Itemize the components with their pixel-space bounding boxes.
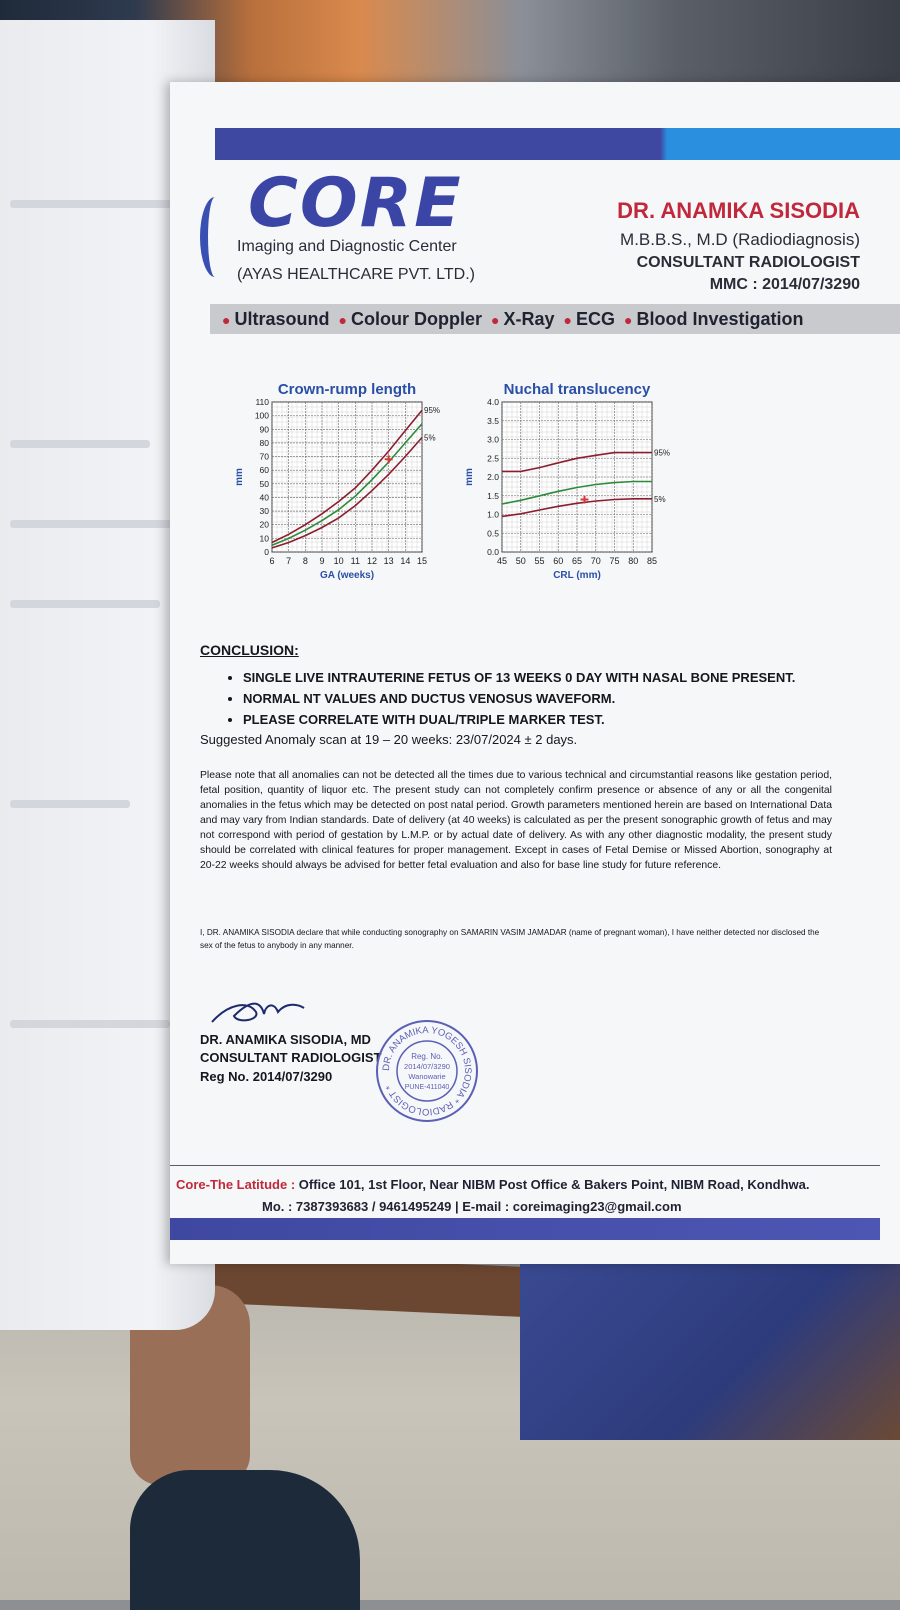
conclusion-point: • NORMAL NT VALUES AND DUCTUS VENOSUS WAVEFORM. [243, 691, 795, 706]
x-tick-label: 9 [319, 556, 325, 566]
doctor-qualification: M.B.B.S., M.D (Radiodiagnosis) [620, 230, 860, 249]
x-tick-label: 70 [590, 556, 601, 566]
doctor-name: DR. ANAMIKA SISODIA [617, 198, 860, 223]
x-tick-label: 45 [496, 556, 508, 566]
service-item: ECG [575, 309, 615, 329]
disclaimer-text: Please note that all anomalies can not be detected all the times due to various technical and circumstantial reasons like gestation period, fetal position, quantity of liquor etc. The present study can not completely confirm presence or absence of any or all the congenital anomalies in the fetus which may be detected on post natal period. Growth parameters mentioned herein are based on International Data and may vary from Indian standards. Date of delivery (at 40 weeks) is calculated as per the present sonographic growth of fetus and may not correspond with period of gestation by L.M.P. or by actual date of delivery. As with any other diagnostic modality, the present study should be correlated with clinical features for proper management. Except in cases of Fetal Demise or Missed Abortion, sonography at 20-22 weeks should always be advised for better fetal evaluation and also for base line study for future reference. [200, 770, 832, 871]
x-tick-label: 10 [333, 556, 344, 566]
svg-text:2014/07/3290: 2014/07/3290 [404, 1062, 450, 1071]
handwritten-signature [208, 994, 308, 1030]
y-tick-label: 60 [259, 465, 269, 476]
series-label: 5% [424, 433, 436, 443]
declaration-text: I, DR. ANAMIKA SISODIA declare that while conducting sonography on SAMARIN VASIM JAMADAR (name of pregnant woman), I have neither detected nor disclosed the sex of the fetus to anybody in any manner. [200, 928, 820, 950]
company-name: (AYAS HEALTHCARE PVT. LTD.) [237, 266, 475, 283]
y-axis-label: mm [234, 468, 245, 486]
y-tick-label: 80 [259, 437, 269, 448]
y-tick-label: 1.5 [487, 490, 499, 501]
y-tick-label: 30 [259, 506, 269, 517]
y-tick-label: 110 [255, 397, 269, 407]
x-tick-label: 6 [269, 556, 275, 566]
y-tick-label: 3.5 [487, 415, 499, 426]
y-tick-label: 40 [259, 492, 269, 503]
service-item: X-Ray [503, 309, 555, 329]
radiologist-seal [375, 1019, 479, 1123]
series-label: 95% [654, 448, 671, 458]
x-tick-label: 75 [609, 556, 620, 566]
report-page [170, 82, 900, 1264]
svg-text:PUNE-411040: PUNE-411040 [404, 1084, 450, 1091]
x-tick-label: 12 [366, 556, 378, 566]
signatory-name: DR. ANAMIKA SISODIA, MD [200, 1032, 371, 1047]
conclusion-point: • PLEASE CORRELATE WITH DUAL/TRIPLE MARKER TEST. [243, 712, 795, 727]
y-tick-label: 20 [259, 519, 269, 530]
x-tick-label: 55 [534, 556, 545, 566]
footer-address [176, 1177, 810, 1192]
signatory-reg: Reg No. 2014/07/3290 [200, 1069, 333, 1084]
services-list [218, 309, 803, 330]
y-tick-label: 100 [254, 410, 269, 421]
x-tick-label: 14 [400, 556, 411, 566]
chart-title: Crown-rump length [277, 381, 417, 398]
bullet-dot-icon: ● [624, 312, 633, 328]
x-tick-label: 80 [628, 556, 639, 566]
footer-color-bar [170, 1218, 880, 1240]
center-name: Imaging and Diagnostic Center [237, 238, 457, 255]
bullet-dot-icon: ● [222, 312, 231, 328]
x-axis-label: GA (weeks) [319, 570, 375, 581]
x-tick-label: 50 [515, 556, 526, 566]
footer-brand: Core-The Latitude : [176, 1177, 296, 1192]
brand-logo: CORE [248, 164, 463, 243]
y-tick-label: 1.0 [487, 509, 499, 520]
y-tick-label: 3.0 [487, 434, 499, 445]
y-tick-label: 90 [259, 424, 269, 435]
doctor-mmc: MMC : 2014/07/3290 [709, 276, 860, 293]
nt-chart [460, 380, 690, 602]
cloth [520, 1240, 900, 1440]
y-axis-label: mm [464, 468, 475, 486]
bullet-dot-icon: ● [490, 312, 500, 328]
svg-text:Reg. No.: Reg. No. [411, 1052, 443, 1061]
header-color-bar [215, 128, 900, 160]
x-tick-label: 85 [646, 556, 658, 566]
svg-text:DR. ANAMIKA YOGESH SISODIA * R: DR. ANAMIKA YOGESH SISODIA * RADIOLOGIST * [380, 1024, 474, 1118]
y-tick-label: 0.5 [487, 528, 499, 539]
series-label: 95% [424, 406, 441, 416]
x-axis-label: CRL (mm) [553, 570, 601, 581]
x-tick-label: 15 [416, 556, 428, 566]
service-item: Colour Doppler [350, 309, 482, 329]
y-tick-label: 70 [259, 451, 269, 462]
service-item: Ultrasound [234, 309, 330, 329]
anomaly-scan-suggestion: Suggested Anomaly scan at 19 – 20 weeks: 23/07/2024 ± 2 days. [200, 732, 578, 747]
conclusion-list [225, 670, 795, 733]
bullet-dot-icon: ● [563, 312, 572, 328]
y-tick-label: 4.0 [487, 397, 499, 407]
conclusion-point: • SINGLE LIVE INTRAUTERINE FETUS OF 13 WEEKS 0 DAY WITH NASAL BONE PRESENT. [243, 670, 795, 685]
logo-swoosh-icon [200, 197, 230, 277]
y-tick-label: 0 [264, 547, 269, 557]
chart-title: Nuchal translucency [503, 381, 651, 398]
svg-text:Wanowarie: Wanowarie [408, 1072, 446, 1081]
arm [130, 1470, 360, 1610]
x-tick-label: 13 [383, 556, 394, 566]
conclusion-heading: CONCLUSION: [200, 642, 299, 658]
footer-address-text: Office 101, 1st Floor, Near NIBM Post Office & Bakers Point, NIBM Road, Kondhwa. [295, 1177, 810, 1192]
x-tick-label: 65 [571, 556, 583, 566]
x-tick-label: 11 [350, 556, 361, 566]
x-tick-label: 7 [286, 556, 292, 566]
x-tick-label: 60 [553, 556, 564, 566]
y-tick-label: 50 [259, 478, 269, 489]
y-tick-label: 0.0 [487, 547, 499, 557]
doctor-designation: CONSULTANT RADIOLOGIST [636, 254, 860, 271]
footer-contact: Mo. : 7387393683 / 9461495249 | E-mail : coreimaging23@gmail.com [262, 1199, 682, 1214]
service-item: Blood Investigation [636, 309, 804, 329]
bullet-dot-icon: ● [338, 312, 347, 328]
y-tick-label: 10 [259, 533, 269, 544]
crl-chart [230, 380, 460, 602]
y-tick-label: 2.5 [487, 453, 499, 464]
y-tick-label: 2.0 [487, 472, 499, 482]
footer-divider [170, 1165, 880, 1166]
series-label: 5% [654, 494, 666, 504]
x-tick-label: 8 [302, 556, 308, 566]
signatory-title: CONSULTANT RADIOLOGIST [200, 1050, 382, 1065]
